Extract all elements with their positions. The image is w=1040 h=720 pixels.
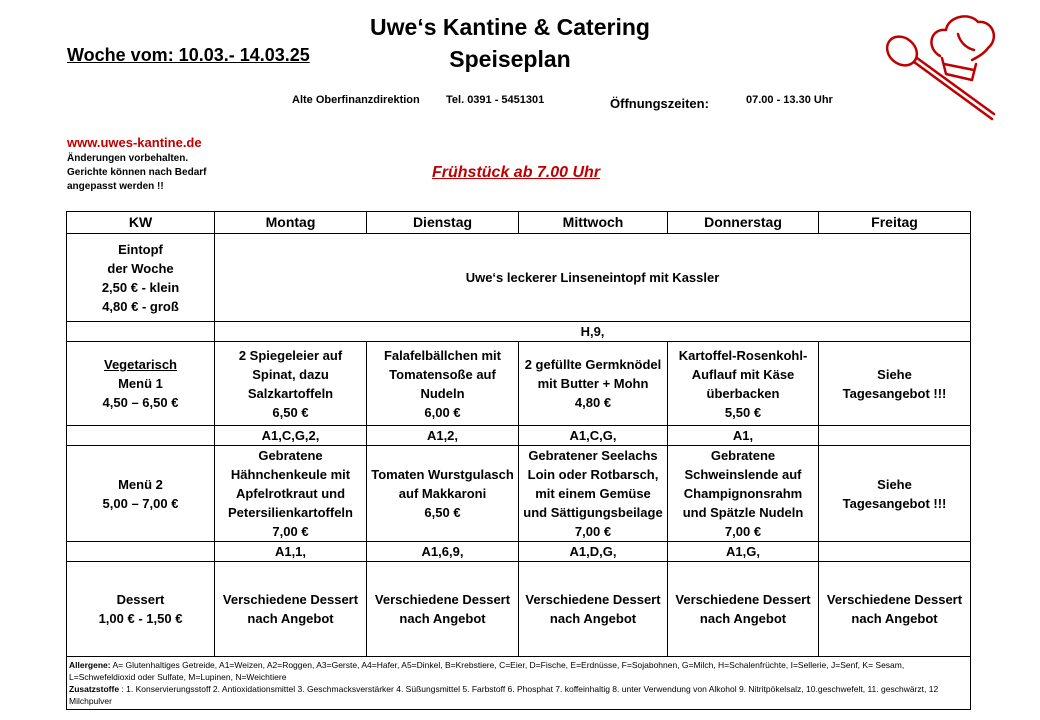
chef-hat-spoon-logo	[880, 8, 1000, 123]
label-line: 5,00 – 7,00 €	[102, 495, 179, 511]
dish-line: Salzkartoffeln	[247, 385, 334, 401]
dish-line: Tomatensoße auf	[389, 366, 496, 382]
allergen-row	[67, 426, 971, 446]
dish-cell	[519, 446, 668, 542]
dessert-label	[67, 562, 215, 657]
dish-line: Verschiedene Dessert	[222, 592, 359, 607]
allergen-cell	[819, 426, 971, 446]
allergen-cell: A1,D,G,	[519, 542, 668, 562]
allergen-cell	[67, 322, 215, 342]
dish-line: Tagesangebot !!!	[842, 495, 947, 511]
label-line: 2,50 € - klein	[101, 279, 180, 295]
dish-cell	[519, 562, 668, 657]
menu-table	[66, 211, 971, 710]
opening-hours: 07.00 - 13.30 Uhr	[746, 94, 833, 106]
dish-price: 5,50 €	[724, 404, 762, 420]
allergen-cell	[819, 542, 971, 562]
breakfast-notice: Frühstück ab 7.00 Uhr	[432, 164, 601, 181]
dish-line: nach Angebot	[247, 611, 334, 626]
dish-cell	[819, 562, 971, 657]
footer-row	[67, 657, 971, 710]
column-header: KW	[67, 212, 215, 234]
dessert-row	[67, 562, 971, 657]
allergen-cell: H,9,	[215, 322, 971, 342]
dish-cell	[819, 446, 971, 542]
label-line: Menü 1	[118, 376, 163, 391]
allergen-cell: A1,C,G,2,	[215, 426, 367, 446]
allergen-cell	[67, 542, 215, 562]
dish-line: Gebratene	[258, 448, 323, 463]
dish-price: 4,80 €	[574, 395, 612, 410]
allergen-row	[67, 542, 971, 562]
dish-cell	[668, 342, 819, 426]
dish-cell	[215, 342, 367, 426]
note-line: Gerichte können nach Bedarf	[67, 167, 207, 178]
website-link[interactable]: www.uwes-kantine.de	[67, 135, 202, 150]
zusatzstoffe-legend	[69, 683, 968, 707]
dish-price: 7,00 €	[574, 524, 612, 539]
page-subtitle: Speiseplan	[449, 46, 571, 72]
dish-line: 2 gefüllte Germknödel	[524, 357, 662, 372]
eintopf-row	[67, 234, 971, 322]
dish-line: Spinat, dazu	[252, 366, 329, 382]
dish-line: Tagesangebot !!!	[842, 385, 947, 401]
column-header: Freitag	[819, 212, 971, 234]
dish-price: 6,50 €	[272, 404, 309, 420]
allergene-legend	[69, 659, 968, 683]
hours-label: Öffnungszeiten:	[610, 96, 709, 111]
allergene-text: A= Glutenhaltiges Getreide, A1=Weizen, A2=Roggen, A3=Gerste, A4=Hafer, A5=Dinkel, B=Krebstiere, C=Eier, D=Fische, E=Erdnüsse, F=Sojabohnen, G=Milch, H=Schalenfrüchte, I=Sellerie, J=Senf, K= Sesam, L=Schwefeldioxid oder Sulfate, M=Lupinen, N=Weichtiere	[69, 660, 905, 682]
page-title: Uwe‘s Kantine & Catering	[370, 14, 650, 40]
dish-line: mit Butter + Mohn	[537, 376, 649, 391]
dish-line: und Spätzle Nudeln	[682, 505, 804, 520]
dish-line: 2 Spiegeleier auf	[238, 347, 343, 363]
dish-cell	[819, 342, 971, 426]
dish-line: mit einem Gemüse	[535, 486, 651, 501]
dish-cell	[367, 562, 519, 657]
dish-cell	[519, 342, 668, 426]
allergene-label: Allergene:	[69, 660, 111, 670]
dish-line: Tomaten Wurstgulasch	[371, 467, 514, 482]
dish-line: Apfelrotkraut und	[235, 486, 346, 501]
allergen-cell: A1,1,	[215, 542, 367, 562]
allergen-cell: A1,G,	[668, 542, 819, 562]
column-header: Donnerstag	[668, 212, 819, 234]
dish-line: Champignonsrahm	[683, 486, 803, 501]
allergen-row	[67, 322, 971, 342]
table-header-row	[67, 212, 971, 234]
dish-cell	[668, 562, 819, 657]
dish-line: Kartoffel-Rosenkohl-	[678, 347, 808, 363]
dish-line: Petersilienkartoffeln	[228, 505, 353, 520]
label-line: Dessert	[116, 592, 165, 607]
note-line: Änderungen vorbehalten.	[67, 153, 189, 164]
dish-line: Verschiedene Dessert	[826, 592, 963, 607]
dish-line: nach Angebot	[399, 611, 486, 626]
dish-price: 6,50 €	[424, 505, 461, 520]
label-line: 1,00 € - 1,50 €	[98, 611, 183, 626]
dish-line: Verschiedene Dessert	[374, 592, 511, 607]
label-line: der Woche	[107, 260, 174, 276]
dish-line: Siehe	[877, 366, 912, 382]
dish-cell	[367, 342, 519, 426]
zusatz-label: Zusatzstoffe	[69, 684, 120, 694]
label-line: Eintopf	[118, 241, 163, 257]
allergen-cell: A1,2,	[367, 426, 519, 446]
dish-line: Nudeln	[420, 385, 465, 401]
dish-price: 7,00 €	[272, 524, 309, 539]
change-note	[67, 152, 267, 194]
dish-line: Gebratene	[710, 448, 776, 463]
dish-line: Loin oder Rotbarsch,	[527, 467, 659, 482]
column-header: Dienstag	[367, 212, 519, 234]
footer-notes	[67, 657, 971, 710]
dish-price: 7,00 €	[724, 524, 762, 539]
column-header: Mittwoch	[519, 212, 668, 234]
dish-cell	[367, 446, 519, 542]
dish-line: nach Angebot	[699, 611, 787, 626]
label-line: 4,50 – 6,50 €	[102, 395, 179, 410]
label-line: Vegetarisch	[104, 357, 177, 372]
dish-line: Verschiedene Dessert	[525, 592, 661, 607]
allergen-cell	[67, 426, 215, 446]
dish-line: nach Angebot	[549, 611, 637, 626]
dish-line: Schweinslende auf	[684, 467, 802, 482]
dish-price: 6,00 €	[424, 404, 461, 420]
eintopf-dish: Uwe‘s leckerer Linseneintopf mit Kassler	[215, 234, 971, 322]
dish-cell	[215, 446, 367, 542]
dish-line: Falafelbällchen mit	[383, 347, 502, 363]
phone: Tel. 0391 - 5451301	[446, 94, 545, 106]
dish-line: Verschiedene Dessert	[675, 592, 811, 607]
dish-line: und Sättigungsbeilage	[523, 505, 663, 520]
dish-line: Hähnchenkeule mit	[230, 467, 351, 482]
dish-line: Siehe	[877, 476, 912, 492]
menu2-row	[67, 446, 971, 542]
zusatz-text: : 1. Konservierungsstoff 2. Antioxidationsmittel 3. Geschmacksverstärker 4. Süßungsmittel 5. Farbstoff 6. Phosphat 7. koffeinhaltig 8. unter Verwendung von Alkohol 9. Nitritpökelsalz, 10.geschwefelt, 11. geschwärzt, 12 Milchpulver	[69, 684, 939, 706]
week-range: Woche vom: 10.03.- 14.03.25	[67, 45, 310, 65]
label-line: 4,80 € - groß	[102, 298, 179, 314]
address: Alte Oberfinanzdirektion	[292, 94, 420, 106]
menu2-label	[67, 446, 215, 542]
dish-line: überbacken	[706, 385, 780, 401]
dish-line: Auflauf mit Käse	[691, 366, 795, 382]
dish-line: Gebratener Seelachs	[528, 448, 658, 463]
dish-cell	[215, 562, 367, 657]
allergen-cell: A1,6,9,	[367, 542, 519, 562]
eintopf-label	[67, 234, 215, 322]
column-header: Montag	[215, 212, 367, 234]
allergen-cell: A1,C,G,	[519, 426, 668, 446]
dish-line: auf Makkaroni	[398, 486, 487, 501]
note-line: angepasst werden !!	[67, 181, 164, 192]
vegetarisch-label	[67, 342, 215, 426]
vegetarisch-row	[67, 342, 971, 426]
dish-line: nach Angebot	[851, 611, 938, 626]
label-line: Menü 2	[118, 476, 163, 492]
dish-cell	[668, 446, 819, 542]
allergen-cell: A1,	[668, 426, 819, 446]
